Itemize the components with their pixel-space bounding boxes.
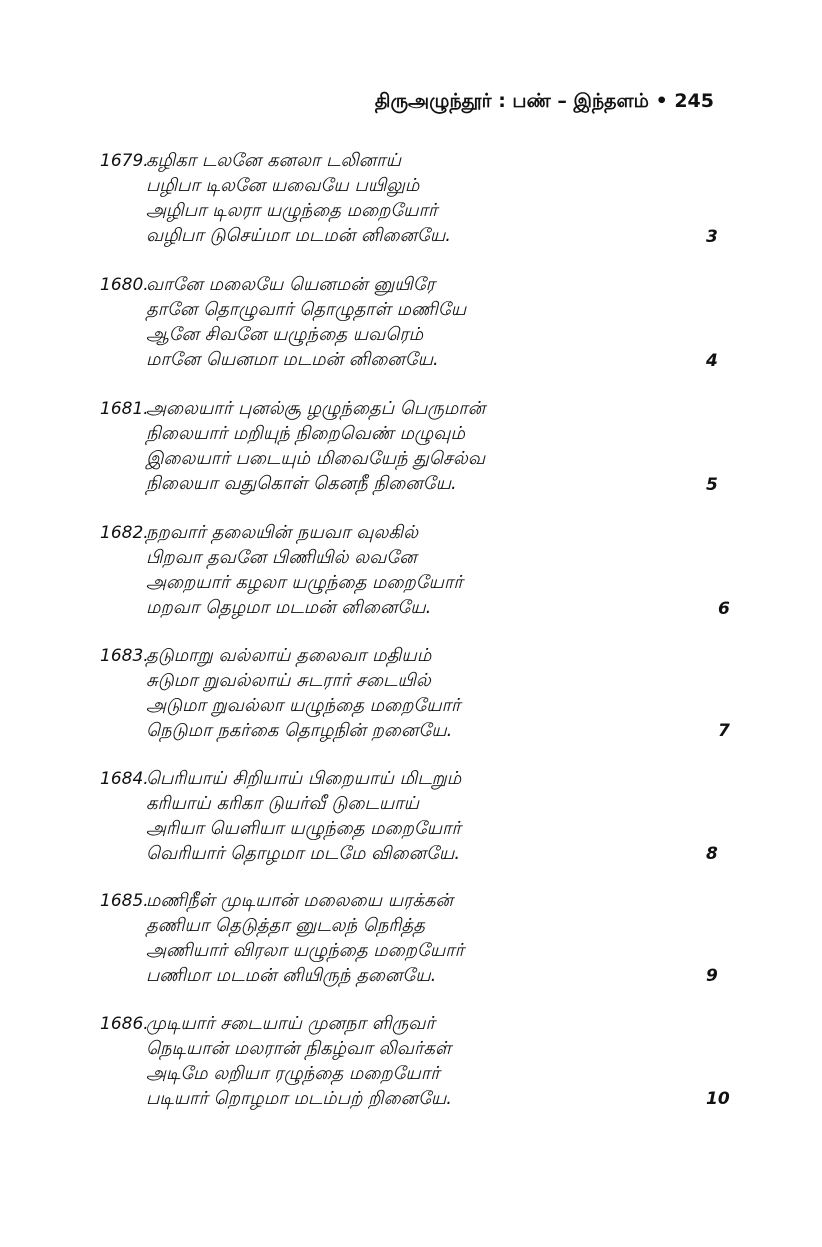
verse-line-1: வானே மலையே யெனமன் னுயிரே [146,274,435,295]
stanza-number: 1681. [100,399,149,419]
stanza-1679 [100,150,740,250]
stanza-line [100,299,740,324]
stanza-line [100,645,740,670]
verse-line-1: மணிநீள் முடியான் மலையை யரக்கன் [146,890,453,911]
stanza-line [100,522,740,547]
verse-line-3: அறையார் கழலா யழுந்தை மறையோர் [146,572,463,593]
verse-line-1: கழிகா டலனே கனலா டலினாய் [146,150,402,171]
stanza-line [100,547,740,572]
verse-line-3: அடுமா றுவல்லா யழுந்தை மறையோர் [146,695,461,716]
verse-number: 5 [706,475,718,495]
stanza-line [100,890,740,915]
stanza-line [100,572,740,597]
stanza-line [100,200,740,225]
stanza-line [100,940,740,965]
stanza-line [100,768,740,793]
stanza-line [100,225,740,250]
stanza-line [100,448,740,473]
stanza-number: 1682. [100,523,149,543]
verse-line-4: வழிபா டுசெய்மா மடமன் னினையே. [146,225,451,246]
stanza-1682 [100,522,740,622]
verse-line-4: படியார் றொழமா மடம்பற் றினையே. [146,1088,453,1109]
stanza-line [100,473,740,498]
stanza-line [100,597,740,622]
stanza-line [100,1038,740,1063]
verse-number: 10 [706,1089,730,1109]
verse-number: 4 [706,351,718,371]
stanza-1686 [100,1013,740,1113]
page-header: திருஅழுந்தூர் : பண் – இந்தளம் • 245 [374,90,714,112]
verse-line-1: தடுமாறு வல்லாய் தலைவா மதியம் [146,645,432,666]
verse-line-3: ஆனே சிவனே யழுந்தை யவரெம் [146,324,424,345]
verse-line-3: அடிமே லறியா ரழுந்தை மறையோர் [146,1063,440,1084]
verse-line-3: இலையார் படையும் மிவையேந் துசெல்வ [146,448,486,469]
verse-line-3: அழிபா டிலரா யழுந்தை மறையோர் [146,200,438,221]
stanza-line [100,965,740,990]
stanza-line [100,1063,740,1088]
stanza-line [100,274,740,299]
stanza-1681 [100,398,740,498]
verse-line-1: நறவார் தலையின் நயவா வுலகில் [146,522,419,543]
stanza-number: 1686. [100,1014,149,1034]
verse-line-3: அணியார் விரலா யழுந்தை மறையோர் [146,940,465,961]
stanza-number: 1679. [100,151,149,171]
stanza-line [100,843,740,868]
stanza-line [100,818,740,843]
verse-line-4: நிலையா வதுகொள் கெனநீ நினையே. [146,473,457,494]
verse-line-2: பழிபா டிலனே யவையே பயிலும் [146,175,420,196]
verse-line-1: அலையார் புனல்சூ ழழுந்தைப் பெருமான் [146,398,486,419]
verse-line-4: மானே யெனமா மடமன் னினையே. [146,349,439,370]
stanza-line [100,720,740,745]
stanza-line [100,324,740,349]
stanza-line [100,1088,740,1113]
verse-number: 6 [718,599,730,619]
stanza-1684 [100,768,740,868]
verse-line-4: வெரியார் தொழமா மடமே வினையே. [146,843,461,864]
verse-line-2: சுடுமா றுவல்லாய் சுடரார் சடையில் [146,670,431,691]
stanza-line [100,150,740,175]
verse-line-2: நெடியான் மலரான் நிகழ்வா லிவர்கள் [146,1038,452,1059]
stanza-number: 1680. [100,275,149,295]
stanza-line [100,670,740,695]
stanza-number: 1685. [100,891,149,911]
verse-line-4: நெடுமா நகர்கை தொழநின் றனையே. [146,720,453,741]
stanza-line [100,423,740,448]
stanza-1683 [100,645,740,745]
verse-line-2: கரியாய் கரிகா டுயர்வீ டுடையாய் [146,793,420,814]
verse-number: 9 [706,966,718,986]
verse-line-1: பெரியாய் சிறியாய் பிறையாய் மிடறும் [146,768,462,789]
verse-line-1: முடியார் சடையாய் முனநா ளிருவர் [146,1013,435,1034]
stanza-1685 [100,890,740,990]
verse-line-2: நிலையார் மறியுந் நிறைவெண் மழுவும் [146,423,465,444]
stanza-line [100,915,740,940]
verse-number: 3 [706,227,718,247]
verse-line-2: தணியா தெடுத்தா னுடலந் நெரித்த [146,915,425,936]
stanza-line [100,175,740,200]
verse-line-2: பிறவா தவனே பிணியில் லவனே [146,547,417,568]
verse-line-3: அரியா யெளியா யழுந்தை மறையோர் [146,818,461,839]
stanza-number: 1683. [100,646,149,666]
stanza-line [100,398,740,423]
verse-line-4: மறவா தெழமா மடமன் னினையே. [146,597,432,618]
verse-number: 7 [718,721,730,741]
stanza-line [100,1013,740,1038]
verse-line-2: தானே தொழுவார் தொழுதாள் மணியே [146,299,467,320]
verse-line-4: பணிமா மடமன் னியிருந் தனையே. [146,965,437,986]
stanza-1680 [100,274,740,374]
stanza-line [100,793,740,818]
stanza-line [100,695,740,720]
stanza-line [100,349,740,374]
verse-number: 8 [706,844,718,864]
stanza-number: 1684. [100,769,149,789]
